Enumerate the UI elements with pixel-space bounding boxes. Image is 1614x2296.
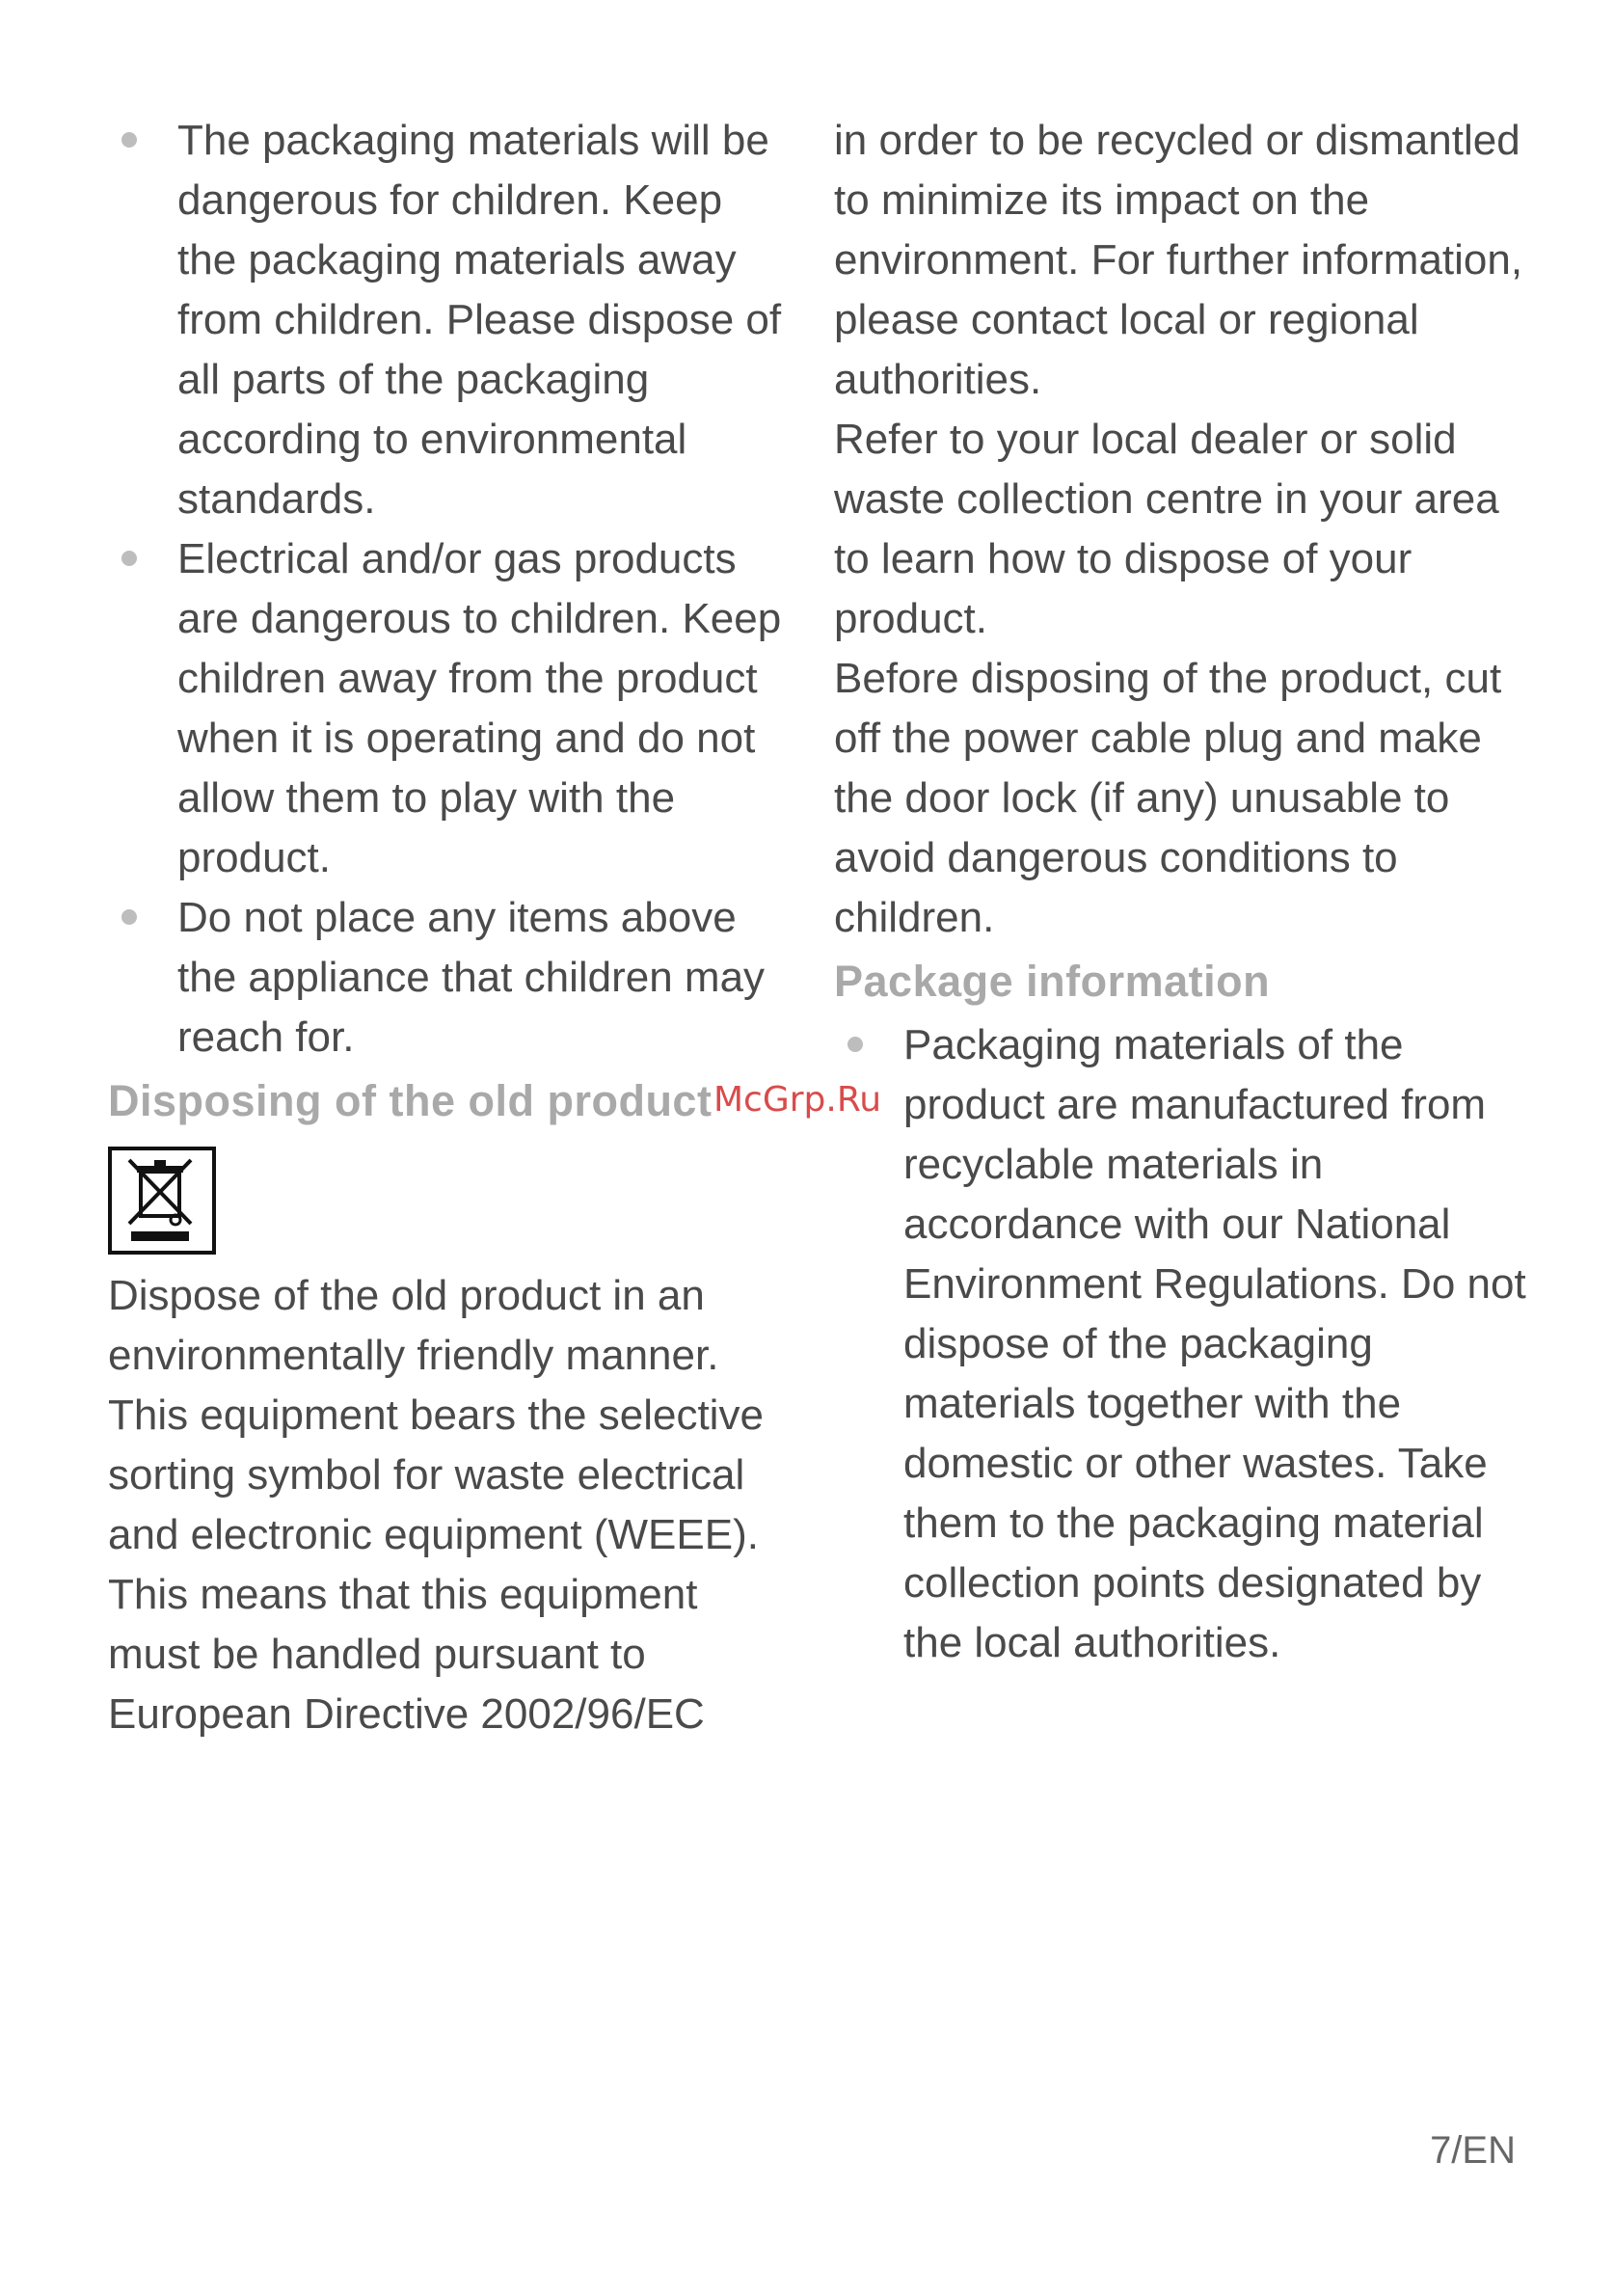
safety-bullet-list [108, 111, 783, 1067]
watermark-text: McGrp.Ru [713, 1080, 882, 1120]
bullet-icon [121, 909, 137, 925]
page-number: 7/EN [1430, 2129, 1516, 2172]
bullet-text: Electrical and/or gas products are dangerous to children. Keep children away from the product when it is operating and do not allow them to play with the product. [177, 535, 782, 881]
bullet-text: Packaging materials of the product are manufactured from recyclable materials in accordance with our National Environment Regulations. Do not dispose of the packaging materials together with the domestic or other wastes. Take them to the packaging material collection points designated by the local authorities. [903, 1021, 1526, 1666]
list-item [108, 888, 783, 1067]
disposing-heading: Disposing of the old product [108, 1076, 713, 1125]
dealer-paragraph: Refer to your local dealer or solid waste collection centre in your area to learn how to dispose of your product. [834, 416, 1499, 642]
weee-icon [108, 1147, 216, 1255]
left-column [108, 111, 783, 1744]
bullet-icon [121, 132, 137, 148]
bullet-text: Do not place any items above the appliance that children may reach for. [177, 894, 766, 1061]
continued-paragraph: in order to be recycled or dismantled to minimize its impact on the environment. For further information, please contact local or regional authorities. [834, 117, 1523, 403]
package-bullet-list [834, 1015, 1528, 1673]
list-item [834, 1015, 1528, 1673]
list-item [108, 529, 783, 888]
package-heading: Package information [834, 957, 1271, 1006]
list-item [108, 111, 783, 529]
bullet-icon [847, 1037, 863, 1052]
bullet-icon [121, 551, 137, 566]
disposing-paragraph: Dispose of the old product in an environmentally friendly manner. This equipment bears the selective sorting symbol for waste electrical and electronic equipment (WEEE). This means that this equipment must be handled pursuant to European Directive 2002/96/EC [108, 1272, 764, 1738]
before-disposing-paragraph: Before disposing of the product, cut off the power cable plug and make the door lock (if any) unusable to avoid dangerous conditions to children. [834, 655, 1502, 941]
right-column [834, 111, 1528, 1673]
bullet-text: The packaging materials will be dangerous for children. Keep the packaging materials away from children. Please dispose of all parts of the packaging according to environmental standards. [177, 117, 782, 523]
